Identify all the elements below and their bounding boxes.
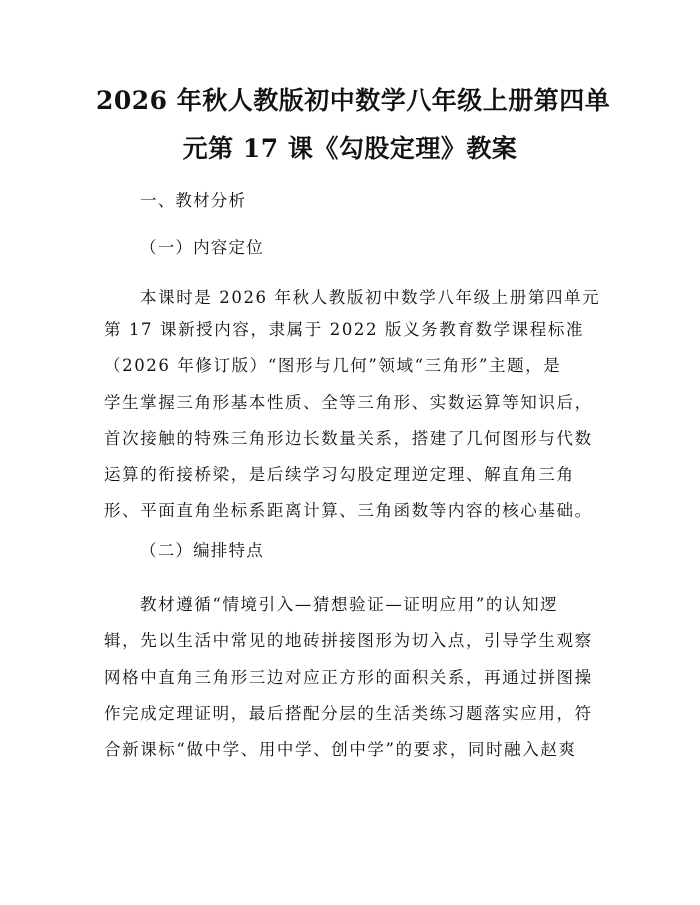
paragraph-line: 首次接触的特殊三角形边长数量关系，搭建了几何图形与代数 — [104, 429, 593, 448]
paragraph-line: 教材遵循“情境引入—猜想验证—证明应用”的认知逻 — [140, 595, 559, 614]
subsection-heading-arrangement-features: （二）编排特点 — [140, 541, 264, 560]
paragraph-line: 第 17 课新授内容，隶属于 2022 版义务教育数学课程标准 — [104, 320, 585, 339]
paragraph-line: 运算的衔接桥梁，是后续学习勾股定理逆定理、解直角三角 — [104, 465, 575, 484]
document-title-line-1: 2026 年秋人教版初中数学八年级上册第四单 — [96, 86, 611, 115]
document-title-line-2: 元第 17 课《勾股定理》教案 — [182, 134, 518, 163]
paragraph-line: 学生掌握三角形基本性质、全等三角形、实数运算等知识后， — [104, 393, 593, 412]
subsection-heading-content-positioning: （一）内容定位 — [140, 238, 264, 257]
paragraph-line: 本课时是 2026 年秋人教版初中数学八年级上册第四单元 — [140, 288, 601, 307]
paragraph-line: 形、平面直角坐标系距离计算、三角函数等内容的核心基础。 — [104, 501, 593, 520]
paragraph-line: （2026 年修订版）“图形与几何”领域“三角形”主题，是 — [104, 356, 562, 375]
paragraph-line: 网格中直角三角形三边对应正方形的面积关系，再通过拼图操 — [104, 668, 593, 687]
paragraph-line: 辑，先以生活中常见的地砖拼接图形为切入点，引导学生观察 — [104, 631, 593, 650]
paragraph-line: 合新课标“做中学、用中学、创中学”的要求，同时融入赵爽 — [104, 740, 577, 759]
paragraph-line: 作完成定理证明，最后搭配分层的生活类练习题落实应用，符 — [104, 704, 593, 723]
section-heading-textbook-analysis: 一、教材分析 — [140, 191, 247, 210]
